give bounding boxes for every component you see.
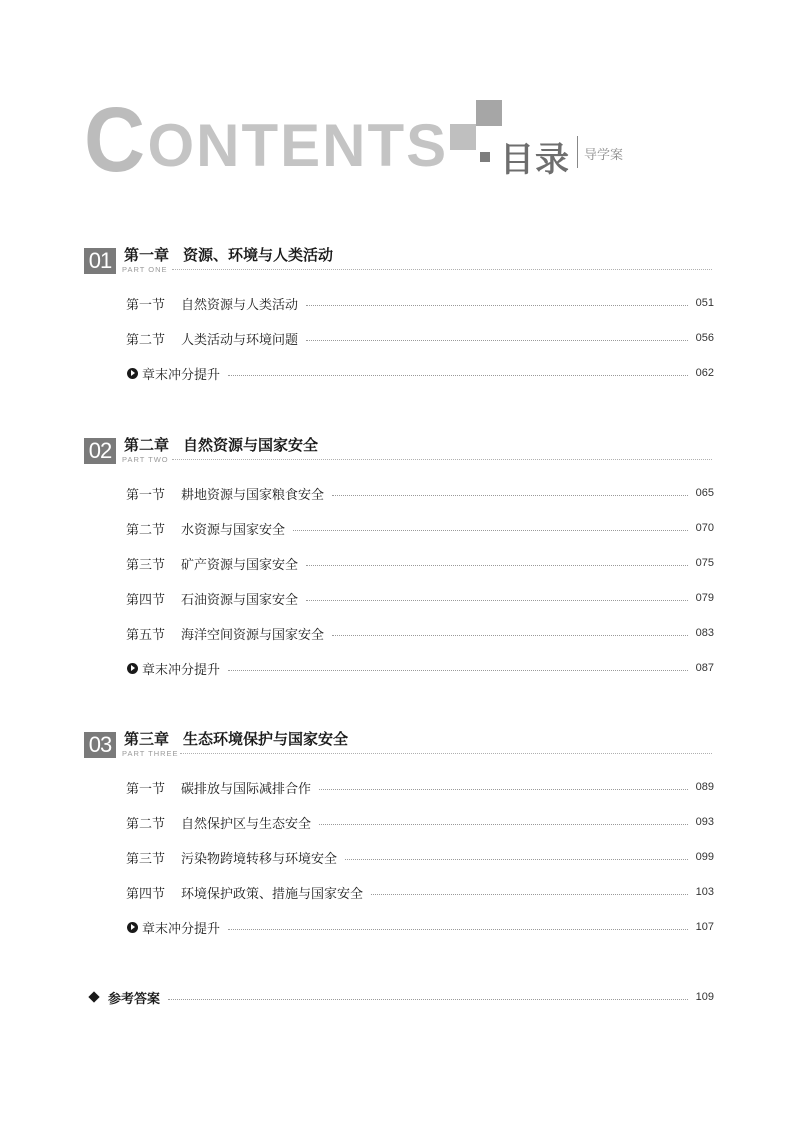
chapter-number-badge: 03 — [84, 732, 116, 758]
section-label: 第四节 — [126, 592, 166, 608]
leader-dots — [319, 824, 688, 825]
chapter-number-badge: 01 — [84, 248, 116, 274]
section-label: 第五节 — [126, 627, 166, 643]
leader-dots — [228, 929, 688, 930]
toc-entry[interactable] — [126, 554, 714, 572]
toc-entry[interactable] — [126, 484, 714, 502]
chapter-divider — [172, 459, 712, 460]
page-number: 107 — [695, 921, 714, 933]
chapter-part-label: PART THREE — [122, 749, 179, 758]
page-number: 087 — [695, 662, 714, 674]
chapter-heading[interactable] — [124, 434, 318, 455]
chapter-divider — [180, 753, 712, 754]
section-label: 第二节 — [126, 522, 166, 538]
chapter-label: 第一章 — [124, 246, 170, 264]
contents-wordmark — [84, 89, 449, 191]
entry-title: 章末冲分提升 — [142, 662, 221, 678]
page-number: 083 — [695, 627, 714, 639]
page-number: 075 — [695, 557, 714, 569]
leader-dots — [332, 635, 688, 636]
page-number: 062 — [695, 367, 714, 379]
chapter-number-badge: 02 — [84, 438, 116, 464]
chapter-title: 生态环境保护与国家安全 — [183, 730, 349, 748]
chapter-label: 第三章 — [124, 730, 170, 748]
chapter-heading[interactable] — [124, 728, 348, 749]
leader-dots — [319, 789, 688, 790]
play-circle-icon — [127, 368, 138, 379]
contents-initial: C — [84, 89, 147, 191]
entry-title: 水资源与国家安全 — [181, 522, 286, 538]
decor-square — [450, 124, 476, 150]
entry-title: 矿产资源与国家安全 — [181, 557, 299, 573]
section-label: 第一节 — [126, 781, 166, 797]
leader-dots — [228, 375, 688, 376]
toc-entry[interactable] — [126, 294, 714, 312]
chapter-label: 第二章 — [124, 436, 170, 454]
toc-entry[interactable] — [126, 519, 714, 537]
page-number: 103 — [695, 886, 714, 898]
toc-entry[interactable] — [126, 778, 714, 796]
toc-entry[interactable] — [126, 918, 714, 936]
toc-entry[interactable] — [126, 659, 714, 677]
toc-entry[interactable] — [126, 364, 714, 382]
page-number: 089 — [695, 781, 714, 793]
entry-title: 环境保护政策、措施与国家安全 — [181, 886, 364, 902]
section-label: 第三节 — [126, 851, 166, 867]
section-label: 第一节 — [126, 487, 166, 503]
page-number: 099 — [695, 851, 714, 863]
page-number: 109 — [695, 991, 714, 1003]
leader-dots — [332, 495, 688, 496]
page-number: 079 — [695, 592, 714, 604]
leader-dots — [306, 600, 688, 601]
entry-title: 人类活动与环境问题 — [181, 332, 299, 348]
entry-title: 章末冲分提升 — [142, 921, 221, 937]
chapter-title: 自然资源与国家安全 — [183, 436, 319, 454]
toc-entry[interactable] — [126, 883, 714, 901]
toc-entry[interactable] — [126, 329, 714, 347]
entry-title: 污染物跨境转移与环境安全 — [181, 851, 338, 867]
answer-title: 参考答案 — [108, 991, 161, 1007]
chapter-part-label: PART TWO — [122, 455, 169, 464]
play-circle-icon — [127, 663, 138, 674]
contents-rest: ONTENTS — [147, 112, 449, 179]
toc-entry[interactable] — [126, 589, 714, 607]
entry-title: 耕地资源与国家粮食安全 — [181, 487, 325, 503]
page-number: 056 — [695, 332, 714, 344]
section-label: 第四节 — [126, 886, 166, 902]
leader-dots — [306, 565, 688, 566]
chapter-part-label: PART ONE — [122, 265, 168, 274]
chapter-divider — [172, 269, 712, 270]
page-subtitle: 导学案 — [584, 148, 624, 163]
leader-dots — [293, 530, 688, 531]
entry-title: 章末冲分提升 — [142, 367, 221, 383]
entry-title: 海洋空间资源与国家安全 — [181, 627, 325, 643]
entry-title: 碳排放与国际减排合作 — [181, 781, 312, 797]
page-number: 065 — [695, 487, 714, 499]
entry-title: 自然保护区与生态安全 — [181, 816, 312, 832]
leader-dots — [228, 670, 688, 671]
page-number: 051 — [695, 297, 714, 309]
page-number: 093 — [695, 816, 714, 828]
diamond-icon — [88, 991, 99, 1002]
section-label: 第三节 — [126, 557, 166, 573]
leader-dots — [371, 894, 688, 895]
answer-entry[interactable] — [88, 988, 714, 1006]
decor-square — [480, 152, 490, 162]
section-label: 第二节 — [126, 332, 166, 348]
page-number: 070 — [695, 522, 714, 534]
chapter-heading[interactable] — [124, 244, 333, 265]
leader-dots — [306, 305, 688, 306]
entry-title: 自然资源与人类活动 — [181, 297, 299, 313]
page-title: 目录 — [500, 140, 570, 180]
toc-entry[interactable] — [126, 624, 714, 642]
section-label: 第一节 — [126, 297, 166, 313]
page-header — [0, 0, 799, 200]
toc-entry[interactable] — [126, 848, 714, 866]
entry-title: 石油资源与国家安全 — [181, 592, 299, 608]
chapter-title: 资源、环境与人类活动 — [183, 246, 334, 264]
leader-dots — [168, 999, 688, 1000]
play-circle-icon — [127, 922, 138, 933]
title-divider — [577, 136, 578, 168]
toc-entry[interactable] — [126, 813, 714, 831]
decor-square — [476, 100, 502, 126]
section-label: 第二节 — [126, 816, 166, 832]
leader-dots — [345, 859, 688, 860]
leader-dots — [306, 340, 688, 341]
